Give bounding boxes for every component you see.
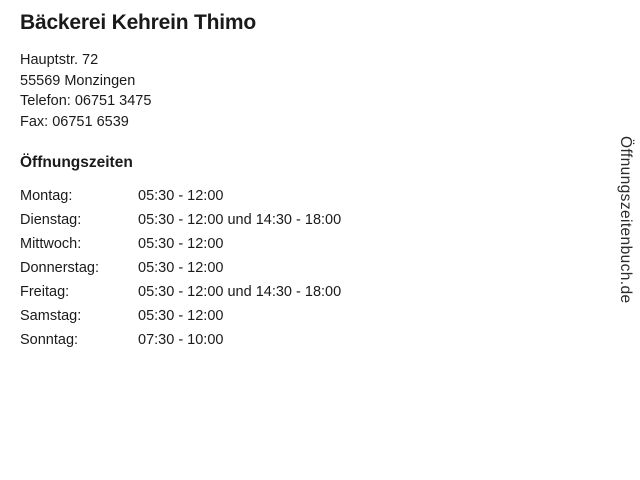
day-label: Samstag: <box>20 308 82 324</box>
table-row <box>20 308 341 332</box>
opening-hours-table <box>20 188 341 356</box>
table-row <box>20 284 341 308</box>
opening-hours-heading: Öffnungszeiten <box>20 154 133 171</box>
table-row <box>20 212 341 236</box>
address-phone: Telefon: 06751 3475 <box>20 93 152 109</box>
table-row <box>20 236 341 260</box>
time-value: 05:30 - 12:00 und 14:30 - 18:00 <box>138 212 342 228</box>
page-title: Bäckerei Kehrein Thimo <box>20 11 257 34</box>
time-value: 05:30 - 12:00 <box>138 188 224 204</box>
address-block <box>20 50 590 132</box>
day-label: Freitag: <box>20 284 70 300</box>
day-label: Dienstag: <box>20 212 82 228</box>
address-city: 55569 Monzingen <box>20 72 136 89</box>
time-value: 05:30 - 12:00 <box>138 236 224 252</box>
table-row <box>20 188 341 212</box>
table-row <box>20 332 341 356</box>
watermark-label: Öffnungszeitenbuch.de <box>617 136 634 304</box>
time-value: 07:30 - 10:00 <box>138 332 224 348</box>
opening-hours-body <box>20 188 341 356</box>
day-label: Montag: <box>20 188 73 204</box>
address-street: Hauptstr. 72 <box>20 52 99 68</box>
time-value: 05:30 - 12:00 <box>138 308 224 324</box>
address-fax: Fax: 06751 6539 <box>20 113 129 130</box>
content-area <box>20 10 590 356</box>
time-value: 05:30 - 12:00 und 14:30 - 18:00 <box>138 284 342 300</box>
table-row <box>20 260 341 284</box>
day-label: Mittwoch: <box>20 236 82 252</box>
day-label: Donnerstag: <box>20 260 99 276</box>
time-value: 05:30 - 12:00 <box>138 260 224 276</box>
day-label: Sonntag: <box>20 332 79 348</box>
